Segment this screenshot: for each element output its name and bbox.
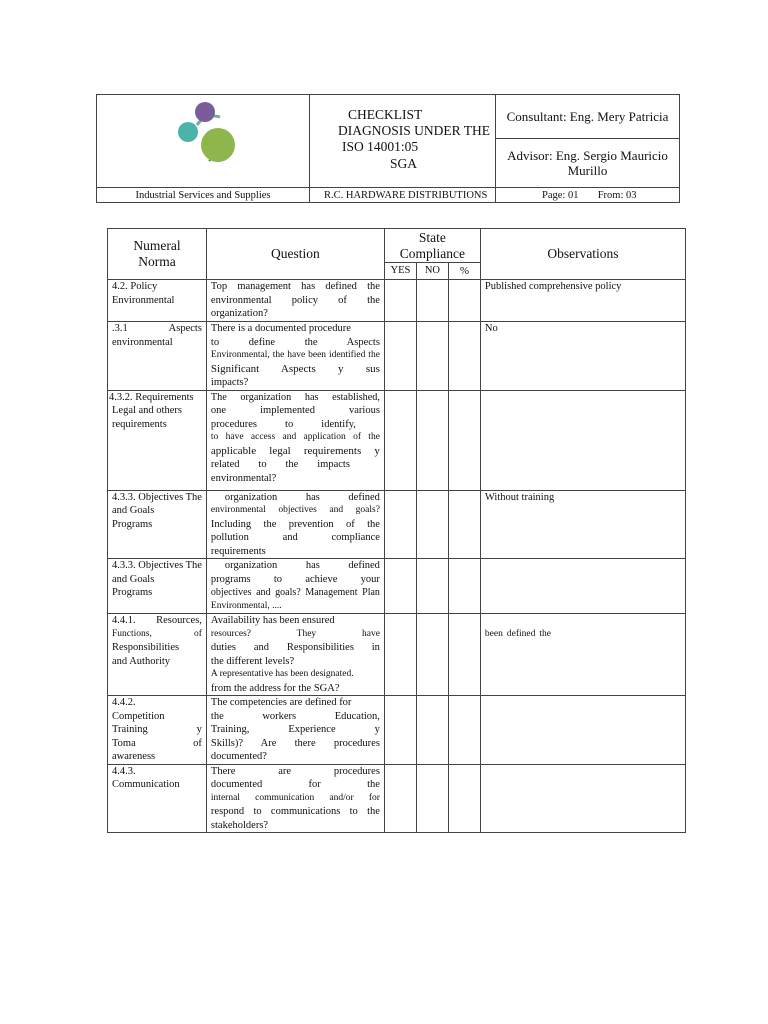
question-line: programs to achieve your (210, 573, 380, 585)
question-line: A representative has been designated. (210, 669, 354, 679)
row-numeral (108, 764, 207, 833)
col-header-state (384, 229, 480, 263)
question-line: documented for the (210, 779, 380, 790)
observation-cell[interactable]: Published comprehensive policy (480, 280, 685, 322)
logo-cell (97, 95, 310, 188)
row-question (206, 490, 384, 559)
yes-cell[interactable] (384, 490, 416, 559)
yes-cell[interactable] (384, 390, 416, 490)
page-info (496, 188, 680, 203)
numeral-line: and Authority (112, 655, 171, 667)
yes-cell[interactable] (384, 764, 416, 833)
no-cell[interactable] (416, 390, 448, 490)
no-cell[interactable] (416, 280, 448, 322)
observation-text: been defined the (484, 629, 551, 639)
no-cell[interactable] (416, 696, 448, 765)
numeral-line: Programs (112, 518, 153, 530)
page-total: From: 03 (597, 189, 637, 201)
question-line: related to the impacts (210, 459, 350, 470)
observation-cell[interactable]: No (480, 322, 685, 391)
row-question (206, 322, 384, 391)
pct-cell[interactable] (448, 490, 480, 559)
question-line: respond to communications to the (210, 806, 380, 817)
question-line: environmental objectives and goals? (210, 505, 380, 515)
advisor-line-2: Murillo (567, 163, 608, 179)
table-row (108, 490, 686, 559)
document-header (96, 94, 680, 203)
observation-cell[interactable] (480, 614, 685, 696)
col-header-yes: YES (384, 263, 416, 280)
company-logo (97, 95, 309, 182)
question-line: Environmental, the have been identified the (210, 350, 380, 360)
table-row (108, 390, 686, 490)
col-header-numeral-line-2: Norma (138, 254, 176, 269)
company-name: Industrial Services and Supplies (97, 188, 310, 203)
no-cell[interactable] (416, 490, 448, 559)
numeral-line: 4.3.2. Requirements (109, 391, 194, 403)
question-line: Including the prevention of the (210, 518, 380, 530)
no-cell[interactable] (416, 764, 448, 833)
question-line: requirements (210, 545, 266, 557)
question-line: There is a documented procedure (210, 323, 351, 334)
title-line-2: DIAGNOSIS UNDER THE (338, 123, 491, 138)
row-question (206, 390, 384, 490)
row-numeral (108, 614, 207, 696)
row-numeral (108, 490, 207, 559)
col-header-pct: % (448, 263, 480, 280)
observation-cell[interactable] (480, 390, 685, 490)
advisor-name (496, 139, 680, 188)
yes-cell[interactable] (384, 559, 416, 614)
row-numeral (108, 322, 207, 391)
col-header-state-line-1: State (418, 229, 446, 245)
table-row (108, 764, 686, 833)
question-line: The competencies are defined for (210, 697, 352, 708)
table-row (108, 280, 686, 322)
numeral-line: 4.4.2. (112, 697, 136, 708)
question-line: Environmental, .... (210, 600, 282, 611)
numeral-line: .3.1 Aspects (112, 323, 202, 334)
col-header-numeral-line-1: Numeral (133, 238, 181, 253)
question-line: from the address for the SGA? (210, 682, 340, 694)
numeral-line: Functions, of (112, 628, 202, 639)
question-line: environmental? (210, 472, 277, 484)
question-line: objectives and goals? Management Plan (210, 587, 380, 598)
question-line: duties and Responsibilities in (210, 642, 380, 653)
question-line: Training, Experience y (210, 724, 380, 735)
numeral-line: Programs (112, 587, 153, 598)
observation-cell[interactable]: Without training (480, 490, 685, 559)
no-cell[interactable] (416, 559, 448, 614)
numeral-line: Legal and others (112, 405, 182, 416)
question-line: Top management has defined the (210, 281, 380, 292)
numeral-line: awareness (112, 751, 156, 762)
question-line: applicable legal requirements y (210, 444, 380, 457)
table-row (108, 559, 686, 614)
numeral-line: Training y (112, 724, 202, 735)
title-line-1: CHECKLIST (348, 107, 423, 122)
row-question (206, 696, 384, 765)
row-numeral (108, 280, 207, 322)
pct-cell[interactable] (448, 390, 480, 490)
client-name: R.C. HARDWARE DISTRIBUTIONS (310, 188, 496, 203)
numeral-line: 4.4.1. Resources, (112, 615, 202, 626)
question-line: environmental policy of the (210, 294, 380, 306)
yes-cell[interactable] (384, 280, 416, 322)
question-line: the workers Education, (210, 710, 380, 722)
table-row (108, 322, 686, 391)
question-line: the different levels? (210, 655, 295, 667)
pct-cell[interactable] (448, 280, 480, 322)
title-line-4: SGA (390, 156, 418, 171)
advisor-line-1: Advisor: Eng. Sergio Mauricio (507, 148, 668, 164)
question-line: organization has defined (224, 491, 380, 503)
observation-cell[interactable] (480, 559, 685, 614)
observation-cell[interactable] (480, 764, 685, 833)
numeral-line: Competition (112, 710, 165, 722)
question-line: Significant Aspects y sus (210, 362, 380, 375)
pct-cell[interactable] (448, 322, 480, 391)
page-number: Page: 01 (542, 189, 579, 201)
question-line: procedures to identify, (210, 418, 356, 430)
numeral-line: Communication (112, 779, 180, 790)
row-numeral (108, 696, 207, 765)
numeral-line: Toma of (112, 737, 202, 749)
numeral-line: environmental (112, 336, 173, 348)
document-title (310, 95, 496, 188)
pct-cell[interactable] (448, 764, 480, 833)
observation-cell[interactable] (480, 696, 685, 765)
numeral-line: requirements (112, 418, 167, 430)
checklist-table (107, 228, 686, 833)
numeral-line: 4.3.3. Objectives The (112, 560, 202, 571)
col-header-question: Question (206, 229, 384, 280)
yes-cell[interactable] (384, 322, 416, 391)
table-row (108, 614, 686, 696)
pct-cell[interactable] (448, 559, 480, 614)
col-header-no: NO (416, 263, 448, 280)
question-line: resources? They have (210, 628, 380, 639)
question-line: to have access and application of the (210, 432, 380, 442)
numeral-line: Responsibilities (112, 642, 180, 653)
question-line: Availability has been ensured (210, 615, 335, 626)
question-line: one implemented various (210, 405, 380, 416)
question-line: The organization has established, (210, 391, 380, 403)
pct-cell[interactable] (448, 696, 480, 765)
question-line: organization? (210, 308, 268, 319)
row-numeral (108, 390, 207, 490)
row-question (206, 764, 384, 833)
question-line: There are procedures (210, 765, 380, 777)
yes-cell[interactable] (384, 614, 416, 696)
question-line: Skills)? Are there procedures (210, 737, 380, 749)
row-question (206, 614, 384, 696)
question-line: impacts? (210, 377, 249, 388)
question-line: internal communication and/or for (210, 792, 380, 803)
numeral-line: 4.2. Policy (112, 281, 158, 292)
numeral-line: 4.3.3. Objectives The (112, 491, 202, 503)
col-header-observations: Observations (480, 229, 685, 280)
question-line: pollution and compliance (210, 532, 380, 543)
numeral-line: Environmental (112, 294, 175, 306)
row-question (206, 280, 384, 322)
title-line-3: ISO 14001:05 (342, 139, 419, 154)
question-line: stakeholders? (210, 819, 269, 831)
consultant-name: Consultant: Eng. Mery Patricia (496, 95, 680, 139)
no-cell[interactable] (416, 322, 448, 391)
question-line: organization has defined (224, 560, 380, 571)
numeral-line: 4.4.3. (112, 765, 136, 777)
pct-cell[interactable] (448, 614, 480, 696)
numeral-line: and Goals (112, 505, 155, 516)
yes-cell[interactable] (384, 696, 416, 765)
row-question (206, 559, 384, 614)
col-header-numeral (108, 229, 207, 280)
col-header-state-line-2: Compliance (399, 245, 466, 261)
no-cell[interactable] (416, 614, 448, 696)
question-line: to define the Aspects (210, 336, 380, 348)
question-line: documented? (210, 751, 267, 762)
table-row (108, 696, 686, 765)
row-numeral (108, 559, 207, 614)
numeral-line: and Goals (112, 573, 155, 585)
